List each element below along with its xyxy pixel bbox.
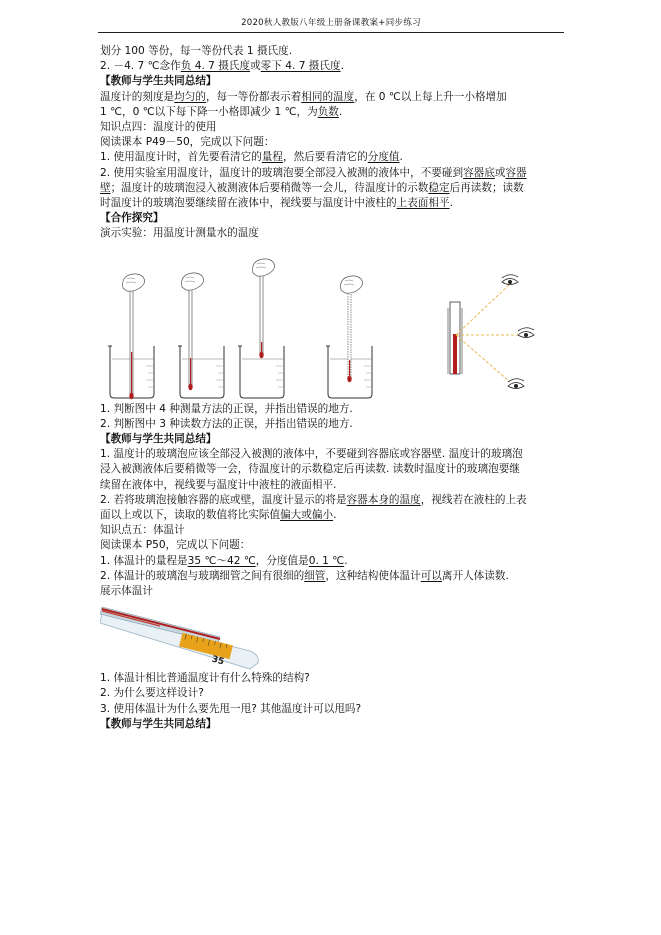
text-line: 续留在液体中，视线要与温度计中液柱的液面相平. [100, 478, 337, 491]
answer-blank: 容器底 [463, 166, 495, 179]
answer-blank: 0. 1 ℃ [308, 554, 345, 567]
answer-blank: 均匀的 [174, 90, 206, 103]
answer-blank: 35 ℃～42 ℃ [187, 554, 256, 567]
answer-blank: 稳定 [428, 181, 450, 194]
text-line: 时温度计的玻璃泡要继续留在液体中，视线要与温度计中液柱的上表面相平. [100, 197, 453, 210]
setup-1 [108, 274, 154, 399]
text-line: 划分 100 等份，每一等份代表 1 摄氏度. [100, 45, 293, 57]
text-line: 1. 温度计的玻璃泡应该全部浸入被测的液体中，不要碰到容器底或容器壁. 温度计的玻璃泡 [100, 448, 523, 461]
setup-2 [178, 273, 224, 398]
answer-blank: 分度值 [367, 151, 400, 164]
text-line: 2. 体温计的玻璃泡与玻璃细管之间有很细的细管，这种结构使体温计可以离开人体读数. [100, 569, 509, 582]
text-line: 面以上或以下，读取的数值将比实际值偏大或偏小. [100, 509, 337, 522]
answer-blank: 负 4. 7 摄氏度 [180, 60, 251, 73]
eye-top [502, 274, 518, 284]
text-line: 阅读课本 P49－50，完成以下问题： [100, 136, 275, 149]
header-rule [98, 32, 564, 33]
text-line: 3. 使用体温计为什么要先甩一甩? 其他温度计可以甩吗? [100, 702, 362, 715]
knowledge-point-title: 知识点五：体温计 [100, 524, 185, 537]
reading-angle-diagram [448, 274, 534, 388]
section-heading: 【教师与学生共同总结】 [100, 75, 217, 88]
answer-blank: 零下 4. 7 摄氏度 [260, 60, 341, 73]
text-line: 1. 使用温度计时，首先要看清它的量程，然后要看清它的分度值. [100, 151, 403, 164]
text-line: 展示体温计 [100, 585, 153, 598]
answer-blank: 细管 [304, 569, 326, 582]
answer-blank: 可以 [420, 569, 442, 582]
answer-blank: 壁 [100, 181, 111, 194]
text-line: 演示实验：用温度计测量水的温度 [100, 227, 259, 240]
text-line: 浸入被测液体后要稍微等一会，待温度计的示数稳定后再读数. 读数时温度计的玻璃泡要继 [100, 463, 520, 476]
answer-blank: 偏大或偏小 [280, 509, 334, 522]
eye-middle [518, 327, 534, 337]
answer-blank: 相同的温度 [301, 90, 355, 103]
text-line: 1. 体温计相比普通温度计有什么特殊的结构? [100, 672, 310, 685]
text-line: 1. 体温计的量程是35 ℃～42 ℃，分度值是0. 1 ℃. [100, 554, 348, 567]
answer-blank: 容器本身的温度 [346, 493, 421, 506]
text-line: 1 ℃，0 ℃以下每下降一小格即减少 1 ℃，为负数. [100, 105, 343, 118]
page-header: 2020秋人教版八年级上册备课教案+同步练习 [241, 18, 421, 28]
answer-blank: 负数 [317, 105, 339, 118]
text-line: 2. 若将玻璃泡接触容器的底或壁，温度计显示的将是容器本身的温度，视线若在液柱的上表 [100, 493, 527, 506]
answer-blank: 上表面相平 [396, 197, 450, 210]
section-heading: 【教师与学生共同总结】 [100, 433, 217, 446]
text-line: 2. 使用实验室用温度计，温度计的玻璃泡要全部浸入被测的液体中，不要碰到容器底或容器 [100, 166, 527, 179]
text-line: 壁；温度计的玻璃泡浸入被测液体后要稍微等一会儿，待温度计的示数稳定后再读数；读数 [100, 181, 524, 194]
section-heading: 【合作探究】 [100, 212, 164, 225]
clinical-thermometer-image [100, 599, 280, 671]
answer-blank: 量程 [261, 151, 283, 164]
thermometer-figure [100, 242, 562, 402]
eye-bottom [508, 378, 524, 388]
thermometer-scale-label: 35 [210, 654, 226, 668]
section-heading: 【教师与学生共同总结】 [100, 717, 217, 730]
text-line: 1. 判断图中 4 种测量方法的正误，并指出错误的地方. [100, 402, 353, 415]
text-line: 2. 为什么要这样设计? [100, 687, 204, 700]
document-body [100, 44, 562, 732]
answer-blank: 容器 [505, 166, 527, 179]
text-line: 阅读课本 P50，完成以下问题： [100, 539, 251, 552]
text-line: 2. 判断图中 3 种读数方法的正误，并指出错误的地方. [100, 417, 353, 430]
text-line: 2. －4. 7 ℃念作负 4. 7 摄氏度或零下 4. 7 摄氏度. [100, 60, 344, 73]
setup-4 [326, 276, 372, 398]
thermometer-measurement-diagram [100, 242, 562, 402]
knowledge-point-title: 知识点四：温度计的使用 [100, 121, 217, 134]
clinical-thermometer-figure [100, 599, 562, 671]
text-line: 温度计的刻度是均匀的，每一等份都表示着相同的温度，在 0 ℃以上每上升一小格增加 [100, 90, 507, 103]
setup-3 [238, 259, 284, 398]
